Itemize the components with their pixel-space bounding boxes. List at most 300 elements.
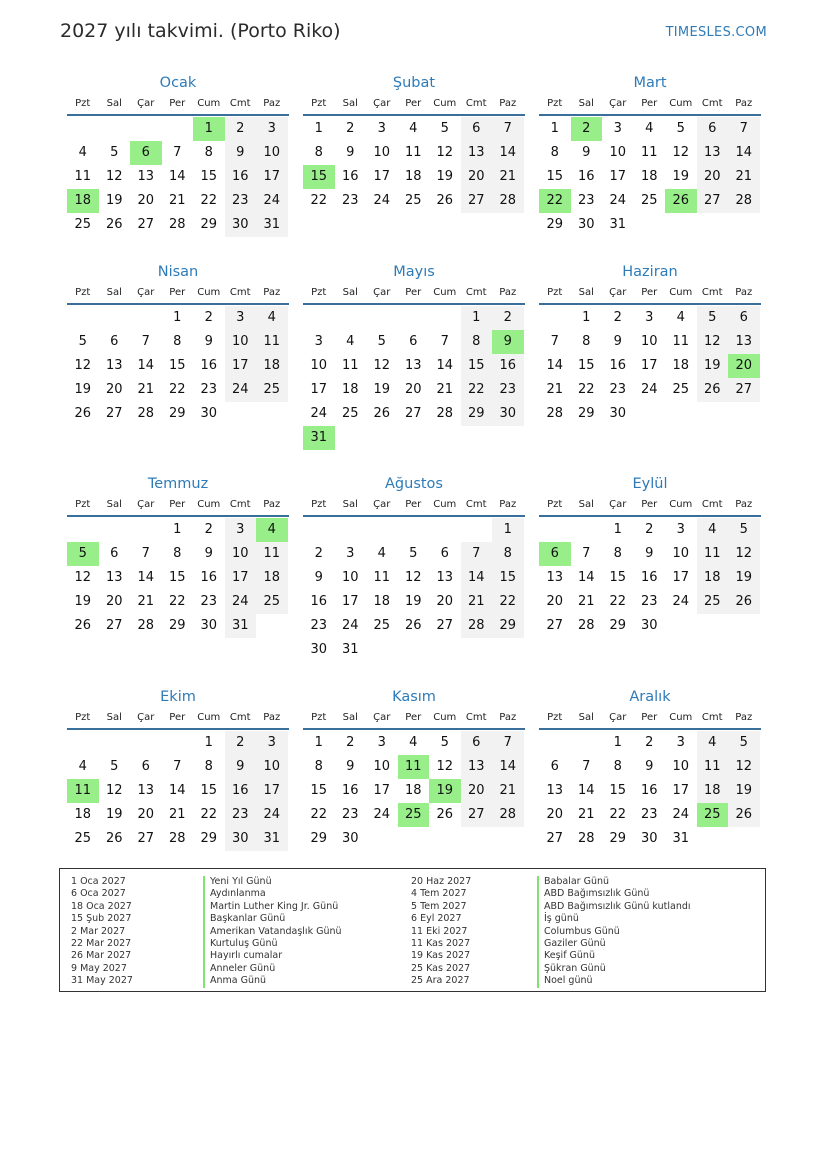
- day-cell: 23: [225, 803, 257, 827]
- day-cell: 14: [492, 755, 524, 779]
- day-cell: 6: [697, 117, 729, 141]
- day-cell: 25: [404, 193, 422, 208]
- month-name: Mart: [633, 75, 667, 91]
- day-cell: 5: [409, 546, 418, 561]
- month-block: [67, 473, 289, 638]
- day-cell: 16: [200, 358, 218, 373]
- day-cell: 14: [168, 783, 186, 798]
- day-cell: 27: [137, 217, 155, 232]
- empty-cell: [539, 518, 571, 542]
- day-cell: 26: [436, 193, 454, 208]
- month-block: [539, 261, 761, 426]
- day-cell: 22: [609, 807, 627, 822]
- legend-holiday-name: Şükran Günü: [537, 963, 691, 975]
- day-cell: 27: [105, 618, 123, 633]
- day-cell: 9: [204, 334, 213, 349]
- day-cell: 7: [173, 759, 182, 774]
- day-cell: 8: [550, 145, 559, 160]
- weekday-label: Pzt: [311, 287, 327, 298]
- weekday-label: Pzt: [75, 98, 91, 109]
- month-name: Ağustos: [385, 476, 443, 492]
- day-cell: 9: [346, 759, 355, 774]
- day-cell: 2: [645, 735, 654, 750]
- day-cell: 5: [440, 735, 449, 750]
- empty-cell: [366, 306, 398, 330]
- day-cell: 7: [461, 542, 493, 566]
- day-cell: 13: [137, 783, 155, 798]
- legend-holiday-name: Martin Luther King Jr. Günü: [203, 901, 342, 913]
- day-cell: 25: [672, 382, 690, 397]
- weekday-label: Paz: [263, 287, 281, 298]
- day-cell: 2: [645, 522, 654, 537]
- legend-holiday-name: Anma Günü: [203, 975, 342, 987]
- day-cell: 6: [461, 117, 493, 141]
- day-cell: 21: [168, 193, 186, 208]
- day-cell: 13: [137, 169, 155, 184]
- legend-date: 31 May 2027: [71, 975, 133, 987]
- legend-left-dates: [71, 876, 133, 988]
- day-cell: 14: [137, 358, 155, 373]
- legend-date: 9 May 2027: [71, 962, 127, 974]
- empty-cell: [303, 518, 335, 542]
- day-cell: 18: [404, 169, 422, 184]
- day-cell: 12: [373, 358, 391, 373]
- day-cell: 3: [256, 117, 288, 141]
- day-cell: 4: [377, 546, 386, 561]
- day-cell: 20: [137, 807, 155, 822]
- weekday-label: Çar: [137, 712, 155, 723]
- day-cell: 8: [173, 546, 182, 561]
- holiday-day-cell: 2: [571, 117, 603, 141]
- legend-holiday-name: ABD Bağımsızlık Günü: [537, 888, 691, 900]
- month-name: Kasım: [392, 689, 436, 705]
- day-cell: 21: [546, 382, 564, 397]
- day-cell: 3: [676, 735, 685, 750]
- day-cell: 8: [314, 759, 323, 774]
- weekday-label: Paz: [735, 712, 753, 723]
- day-cell: 13: [404, 358, 422, 373]
- day-cell: 28: [137, 618, 155, 633]
- weekday-label: Sal: [342, 287, 358, 298]
- day-grid: [539, 518, 761, 638]
- page-title: 2027 yılı takvimi. (Porto Riko): [60, 20, 341, 42]
- day-cell: 15: [461, 354, 493, 378]
- day-grid: [67, 117, 289, 237]
- day-cell: 17: [373, 783, 391, 798]
- weekday-label: Çar: [137, 499, 155, 510]
- weekday-header: [539, 283, 761, 305]
- day-cell: 21: [461, 590, 493, 614]
- day-cell: 30: [609, 406, 627, 421]
- day-cell: 18: [697, 779, 729, 803]
- weekday-label: Per: [405, 712, 422, 723]
- day-cell: 30: [225, 827, 257, 851]
- weekday-label: Cum: [197, 98, 221, 109]
- day-cell: 3: [256, 731, 288, 755]
- day-cell: 27: [546, 831, 564, 846]
- weekday-header: [67, 495, 289, 517]
- day-cell: 24: [672, 594, 690, 609]
- day-cell: 7: [492, 731, 524, 755]
- weekday-label: Per: [169, 98, 186, 109]
- day-cell: 16: [200, 570, 218, 585]
- day-cell: 6: [728, 306, 760, 330]
- day-cell: 17: [672, 783, 690, 798]
- day-cell: 9: [613, 334, 622, 349]
- weekday-header: [303, 283, 525, 305]
- day-cell: 27: [461, 189, 493, 213]
- weekday-label: Cum: [669, 499, 693, 510]
- empty-cell: [67, 117, 99, 141]
- day-cell: 19: [728, 566, 760, 590]
- day-cell: 17: [373, 169, 391, 184]
- day-cell: 10: [373, 759, 391, 774]
- weekday-label: Per: [405, 499, 422, 510]
- legend-date: 5 Tem 2027: [411, 900, 467, 912]
- day-cell: 23: [577, 193, 595, 208]
- weekday-label: Per: [641, 287, 658, 298]
- empty-cell: [67, 518, 99, 542]
- empty-cell: [303, 306, 335, 330]
- day-cell: 5: [697, 306, 729, 330]
- weekday-label: Cmt: [229, 499, 251, 510]
- day-cell: 12: [404, 570, 422, 585]
- day-cell: 12: [105, 783, 123, 798]
- holiday-day-cell: 26: [665, 189, 697, 213]
- day-cell: 25: [640, 193, 658, 208]
- legend-holiday-name: Hayırlı cumalar: [203, 950, 342, 962]
- weekday-label: Pzt: [75, 712, 91, 723]
- weekday-label: Per: [169, 499, 186, 510]
- day-cell: 20: [105, 382, 123, 397]
- day-cell: 9: [645, 546, 654, 561]
- day-cell: 25: [74, 831, 92, 846]
- weekday-label: Çar: [609, 98, 627, 109]
- day-cell: 11: [640, 145, 658, 160]
- day-cell: 16: [225, 165, 257, 189]
- day-cell: 28: [168, 217, 186, 232]
- day-cell: 24: [256, 803, 288, 827]
- legend-date: 2 Mar 2027: [71, 925, 126, 937]
- weekday-label: Per: [641, 499, 658, 510]
- day-cell: 1: [550, 121, 559, 136]
- weekday-label: Sal: [578, 712, 594, 723]
- day-cell: 11: [697, 542, 729, 566]
- day-cell: 28: [546, 406, 564, 421]
- weekday-label: Cmt: [465, 287, 487, 298]
- day-cell: 18: [74, 807, 92, 822]
- day-cell: 7: [550, 334, 559, 349]
- weekday-label: Çar: [609, 712, 627, 723]
- day-cell: 25: [341, 406, 359, 421]
- weekday-label: Cmt: [229, 98, 251, 109]
- day-cell: 29: [609, 618, 627, 633]
- weekday-label: Pzt: [547, 499, 563, 510]
- day-cell: 8: [461, 330, 493, 354]
- weekday-label: Paz: [735, 499, 753, 510]
- day-cell: 4: [409, 121, 418, 136]
- day-cell: 30: [225, 213, 257, 237]
- day-cell: 13: [697, 141, 729, 165]
- empty-cell: [335, 518, 367, 542]
- day-cell: 10: [640, 334, 658, 349]
- day-cell: 26: [697, 378, 729, 402]
- day-cell: 23: [200, 382, 218, 397]
- weekday-label: Cmt: [701, 499, 723, 510]
- day-cell: 10: [310, 358, 328, 373]
- day-cell: 7: [173, 145, 182, 160]
- weekday-label: Paz: [735, 98, 753, 109]
- day-cell: 21: [436, 382, 454, 397]
- day-cell: 18: [404, 783, 422, 798]
- day-cell: 31: [672, 831, 690, 846]
- day-cell: 12: [697, 330, 729, 354]
- day-cell: 17: [341, 594, 359, 609]
- legend-date: 6 Oca 2027: [71, 888, 126, 900]
- empty-cell: [99, 117, 131, 141]
- day-cell: 17: [640, 358, 658, 373]
- day-cell: 12: [105, 169, 123, 184]
- day-grid: [539, 306, 761, 426]
- day-cell: 23: [225, 189, 257, 213]
- day-cell: 4: [676, 310, 685, 325]
- day-cell: 26: [728, 803, 760, 827]
- weekday-label: Per: [641, 712, 658, 723]
- day-cell: 1: [314, 121, 323, 136]
- day-cell: 28: [492, 803, 524, 827]
- day-cell: 8: [613, 546, 622, 561]
- legend-date: 25 Kas 2027: [411, 962, 471, 974]
- day-cell: 17: [225, 566, 257, 590]
- holiday-day-cell: 1: [193, 117, 225, 141]
- day-cell: 28: [577, 831, 595, 846]
- day-cell: 27: [461, 803, 493, 827]
- empty-cell: [162, 731, 194, 755]
- day-cell: 19: [404, 594, 422, 609]
- weekday-label: Paz: [735, 287, 753, 298]
- month-name: Eylül: [632, 476, 668, 492]
- weekday-label: Paz: [499, 499, 517, 510]
- day-cell: 14: [728, 141, 760, 165]
- day-cell: 29: [609, 831, 627, 846]
- day-cell: 21: [577, 594, 595, 609]
- day-cell: 12: [436, 759, 454, 774]
- empty-cell: [67, 731, 99, 755]
- day-cell: 6: [440, 546, 449, 561]
- holiday-day-cell: 22: [539, 189, 571, 213]
- day-cell: 31: [609, 217, 627, 232]
- day-cell: 6: [409, 334, 418, 349]
- day-cell: 30: [341, 831, 359, 846]
- day-cell: 12: [74, 358, 92, 373]
- day-cell: 13: [105, 570, 123, 585]
- day-cell: 17: [672, 570, 690, 585]
- day-cell: 11: [341, 358, 359, 373]
- holiday-day-cell: 5: [67, 542, 99, 566]
- day-cell: 29: [546, 217, 564, 232]
- month-block: [67, 686, 289, 851]
- weekday-label: Çar: [137, 98, 155, 109]
- day-cell: 23: [341, 807, 359, 822]
- day-cell: 27: [404, 406, 422, 421]
- day-cell: 24: [225, 590, 257, 614]
- weekday-label: Paz: [263, 499, 281, 510]
- day-cell: 7: [492, 117, 524, 141]
- weekday-label: Cmt: [701, 98, 723, 109]
- day-cell: 22: [609, 594, 627, 609]
- day-cell: 1: [582, 310, 591, 325]
- day-cell: 11: [256, 542, 288, 566]
- day-cell: 16: [310, 594, 328, 609]
- day-cell: 6: [461, 731, 493, 755]
- day-cell: 10: [609, 145, 627, 160]
- legend-holiday-name: Başkanlar Günü: [203, 913, 342, 925]
- day-cell: 15: [546, 169, 564, 184]
- day-cell: 11: [256, 330, 288, 354]
- month-block: [303, 473, 525, 662]
- holiday-day-cell: 6: [539, 542, 571, 566]
- legend-holiday-name: İş günü: [537, 913, 691, 925]
- day-cell: 23: [640, 807, 658, 822]
- weekday-label: Sal: [106, 499, 122, 510]
- day-cell: 16: [492, 354, 524, 378]
- day-cell: 30: [492, 402, 524, 426]
- day-cell: 22: [310, 193, 328, 208]
- day-cell: 3: [377, 121, 386, 136]
- day-cell: 18: [341, 382, 359, 397]
- legend-date: 19 Kas 2027: [411, 950, 471, 962]
- brand-link[interactable]: TIMESLES.COM: [665, 25, 767, 40]
- legend-right-names: [537, 876, 691, 988]
- weekday-header: [67, 283, 289, 305]
- day-cell: 20: [461, 165, 493, 189]
- holiday-day-cell: 9: [492, 330, 524, 354]
- weekday-label: Çar: [609, 499, 627, 510]
- day-cell: 24: [373, 193, 391, 208]
- day-cell: 12: [728, 755, 760, 779]
- day-cell: 14: [168, 169, 186, 184]
- legend-date: 11 Kas 2027: [411, 937, 471, 949]
- legend-date: 15 Şub 2027: [71, 913, 132, 925]
- month-name: Nisan: [157, 264, 199, 280]
- day-cell: 4: [697, 518, 729, 542]
- day-cell: 23: [341, 193, 359, 208]
- day-cell: 16: [341, 169, 359, 184]
- day-cell: 20: [105, 594, 123, 609]
- day-cell: 3: [676, 522, 685, 537]
- day-cell: 29: [200, 217, 218, 232]
- weekday-label: Çar: [373, 287, 391, 298]
- empty-cell: [67, 306, 99, 330]
- holiday-day-cell: 25: [398, 803, 430, 827]
- weekday-header: [303, 708, 525, 730]
- day-cell: 17: [310, 382, 328, 397]
- legend-holiday-name: Aydınlanma: [203, 888, 342, 900]
- day-cell: 7: [141, 546, 150, 561]
- legend-date: 4 Tem 2027: [411, 888, 467, 900]
- month-block: [539, 72, 761, 237]
- day-cell: 30: [640, 618, 658, 633]
- day-cell: 21: [492, 165, 524, 189]
- legend-holiday-name: Kurtuluş Günü: [203, 938, 342, 950]
- day-cell: 13: [105, 358, 123, 373]
- day-cell: 10: [672, 546, 690, 561]
- day-cell: 9: [225, 141, 257, 165]
- month-block: [303, 72, 525, 213]
- day-cell: 12: [728, 542, 760, 566]
- day-cell: 20: [697, 165, 729, 189]
- empty-cell: [571, 731, 603, 755]
- holiday-day-cell: 11: [67, 779, 99, 803]
- holiday-day-cell: 11: [398, 755, 430, 779]
- day-cell: 22: [168, 594, 186, 609]
- day-cell: 27: [697, 189, 729, 213]
- day-cell: 5: [440, 121, 449, 136]
- weekday-label: Sal: [342, 712, 358, 723]
- day-cell: 14: [577, 783, 595, 798]
- day-cell: 13: [461, 755, 493, 779]
- month-name: Ekim: [160, 689, 196, 705]
- day-cell: 27: [728, 378, 760, 402]
- weekday-label: Çar: [373, 98, 391, 109]
- empty-cell: [335, 306, 367, 330]
- weekday-label: Cmt: [465, 98, 487, 109]
- day-cell: 3: [346, 546, 355, 561]
- day-cell: 15: [168, 358, 186, 373]
- day-cell: 25: [74, 217, 92, 232]
- day-cell: 16: [640, 570, 658, 585]
- day-cell: 29: [577, 406, 595, 421]
- day-cell: 7: [728, 117, 760, 141]
- empty-cell: [130, 731, 162, 755]
- day-cell: 24: [672, 807, 690, 822]
- day-cell: 29: [168, 618, 186, 633]
- day-cell: 9: [346, 145, 355, 160]
- day-cell: 30: [200, 618, 218, 633]
- day-cell: 8: [613, 759, 622, 774]
- month-name: Aralık: [629, 689, 671, 705]
- day-cell: 19: [697, 354, 729, 378]
- day-cell: 29: [168, 406, 186, 421]
- day-cell: 1: [461, 306, 493, 330]
- day-cell: 22: [168, 382, 186, 397]
- day-cell: 7: [582, 546, 591, 561]
- day-cell: 16: [341, 783, 359, 798]
- day-cell: 3: [314, 334, 323, 349]
- empty-cell: [571, 518, 603, 542]
- day-cell: 20: [546, 594, 564, 609]
- day-cell: 15: [609, 783, 627, 798]
- day-cell: 2: [492, 306, 524, 330]
- day-cell: 21: [137, 594, 155, 609]
- weekday-label: Çar: [609, 287, 627, 298]
- day-cell: 19: [672, 169, 690, 184]
- day-grid: [539, 731, 761, 851]
- day-cell: 15: [200, 169, 218, 184]
- empty-cell: [99, 518, 131, 542]
- holiday-day-cell: 6: [130, 141, 162, 165]
- weekday-label: Pzt: [311, 712, 327, 723]
- day-cell: 14: [461, 566, 493, 590]
- weekday-label: Sal: [342, 98, 358, 109]
- day-cell: 29: [310, 831, 328, 846]
- day-cell: 21: [168, 807, 186, 822]
- day-cell: 24: [310, 406, 328, 421]
- day-cell: 8: [173, 334, 182, 349]
- day-grid: [303, 306, 525, 450]
- weekday-label: Cum: [433, 499, 457, 510]
- day-cell: 29: [200, 831, 218, 846]
